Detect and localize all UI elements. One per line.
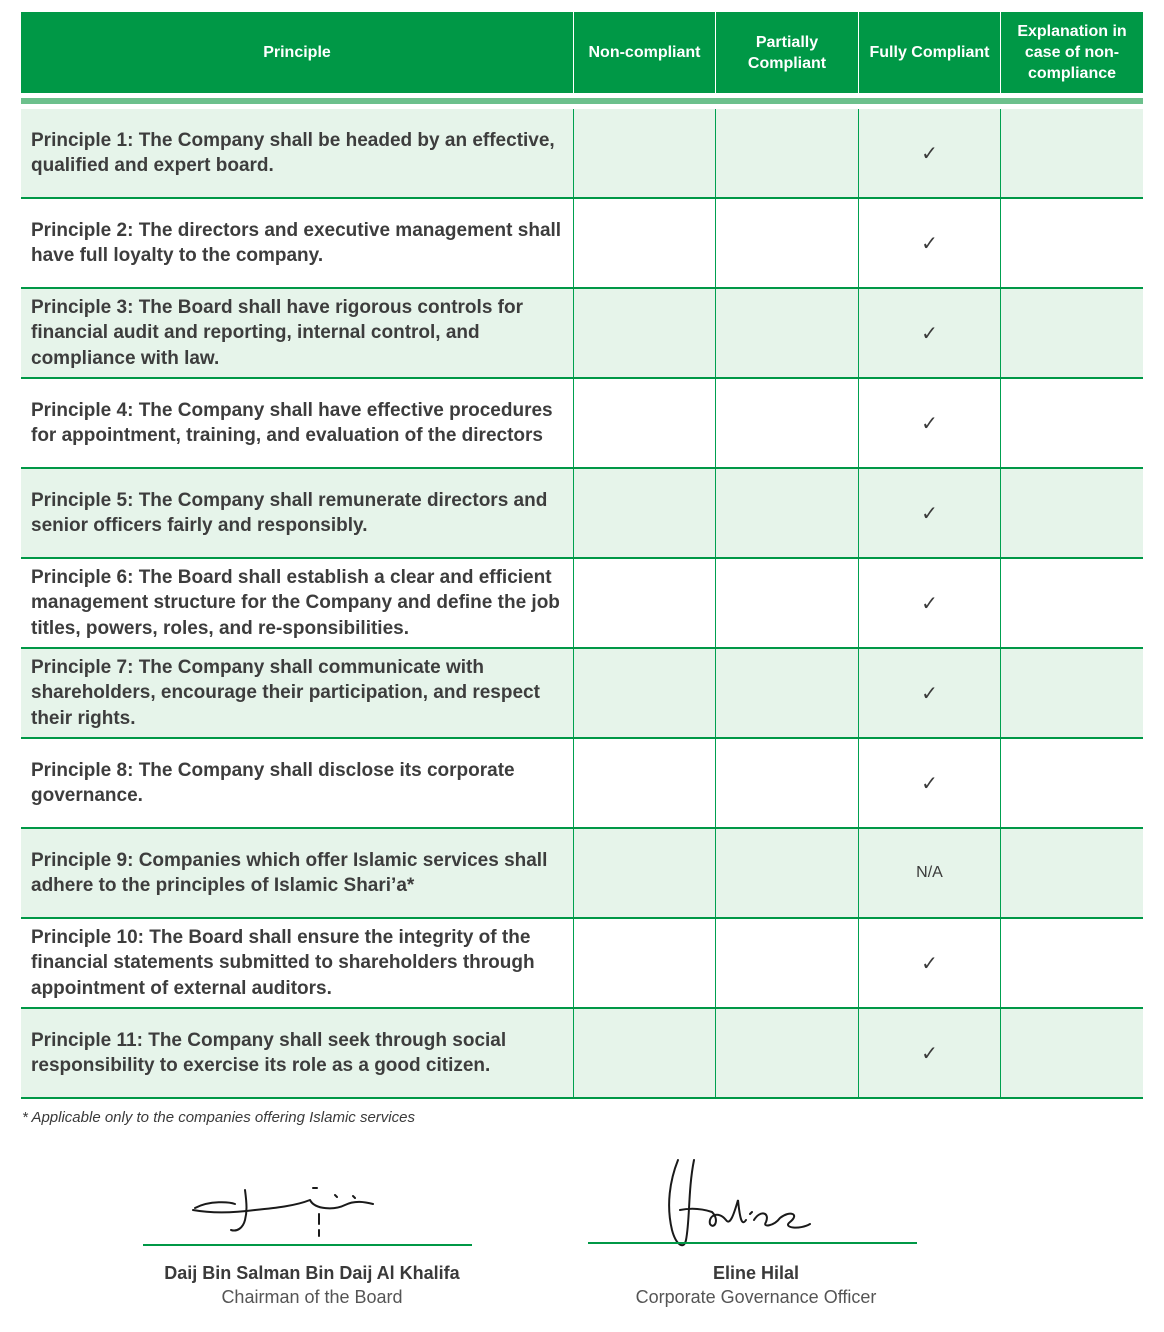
principle-cell: Principle 3: The Board shall have rigorous controls for financial audit and reporting, internal control, and compliance with law. [21, 289, 574, 377]
fully-compliant-cell: ✓ [859, 379, 1001, 467]
fully-compliant-cell: ✓ [859, 559, 1001, 647]
footnote: * Applicable only to the companies offering Islamic services [22, 1109, 415, 1126]
non-compliant-cell [574, 829, 716, 917]
partially-compliant-cell [716, 199, 859, 287]
explanation-cell [1001, 739, 1143, 827]
partially-compliant-cell [716, 829, 859, 917]
non-compliant-cell [574, 199, 716, 287]
signature-1-image [185, 1170, 385, 1250]
signature-2-role-text: Corporate Governance Officer [635, 1287, 877, 1307]
fully-compliant-cell: ✓ [859, 289, 1001, 377]
principle-cell: Principle 11: The Company shall seek through social responsibility to exercise its role as a good citizen. [21, 1009, 574, 1097]
fully-compliant-cell: ✓ [859, 919, 1001, 1007]
header-partially-compliant [716, 12, 859, 93]
partially-compliant-cell [716, 469, 859, 557]
non-compliant-cell [574, 469, 716, 557]
principle-cell: Principle 4: The Company shall have effective procedures for appointment, training, and evaluation of the directors [21, 379, 574, 467]
fully-compliant-cell: ✓ [859, 109, 1001, 197]
explanation-cell [1001, 109, 1143, 197]
non-compliant-cell [574, 559, 716, 647]
principle-cell: Principle 5: The Company shall remunerate directors and senior officers fairly and responsibly. [21, 469, 574, 557]
signature-2-line [588, 1242, 917, 1244]
explanation-cell [1001, 1009, 1143, 1097]
non-compliant-cell [574, 109, 716, 197]
fully-compliant-cell: ✓ [859, 649, 1001, 737]
explanation-cell [1001, 289, 1143, 377]
header-fully-compliant: Fully Compliant [859, 12, 1001, 93]
header-principle: Principle [21, 12, 574, 93]
table-header [21, 12, 1143, 93]
non-compliant-cell [574, 1009, 716, 1097]
principle-cell: Principle 6: The Board shall establish a clear and efficient management structure for the Company and define the job titles, powers, roles, and re-sponsibilities. [21, 559, 574, 647]
non-compliant-cell [574, 379, 716, 467]
compliance-table [21, 12, 1143, 1099]
principle-cell: Principle 7: The Company shall communicate with shareholders, encourage their participation, and respect their rights. [21, 649, 574, 737]
principle-cell: Principle 10: The Board shall ensure the integrity of the financial statements submitted to shareholders through appointment of external auditors. [21, 919, 574, 1007]
explanation-cell [1001, 199, 1143, 287]
table-row [21, 379, 1143, 469]
non-compliant-cell [574, 919, 716, 1007]
explanation-cell [1001, 559, 1143, 647]
partially-compliant-cell [716, 109, 859, 197]
signature-1-role: Chairman of the Board [221, 1287, 403, 1307]
partially-compliant-cell [716, 739, 859, 827]
fully-compliant-cell: ✓ [859, 199, 1001, 287]
table-body [21, 109, 1143, 1099]
principle-cell: Principle 9: Companies which offer Islamic services shall adhere to the principles of Islamic Shari’a* [21, 829, 574, 917]
table-row [21, 289, 1143, 379]
table-row [21, 739, 1143, 829]
non-compliant-cell [574, 649, 716, 737]
explanation-cell [1001, 919, 1143, 1007]
non-compliant-cell [574, 739, 716, 827]
fully-compliant-cell: N/A [859, 829, 1001, 917]
fully-compliant-cell: ✓ [859, 469, 1001, 557]
explanation-cell [1001, 379, 1143, 467]
header-partially-compliant-label: Partially Compliant [747, 33, 827, 72]
signature-2-name: Eline Hilal [712, 1263, 800, 1283]
partially-compliant-cell [716, 919, 859, 1007]
non-compliant-cell [574, 289, 716, 377]
principle-cell: Principle 1: The Company shall be headed by an effective, qualified and expert board. [21, 109, 574, 197]
header-explanation [1001, 12, 1143, 93]
partially-compliant-cell [716, 1009, 859, 1097]
table-row [21, 649, 1143, 739]
partially-compliant-cell [716, 289, 859, 377]
explanation-cell [1001, 649, 1143, 737]
fully-compliant-cell: ✓ [859, 1009, 1001, 1097]
header-non-compliant: Non-compliant [574, 12, 716, 93]
table-row [21, 1009, 1143, 1099]
table-row [21, 829, 1143, 919]
table-row [21, 559, 1143, 649]
signature-2-role [556, 1287, 956, 1308]
principle-cell: Principle 8: The Company shall disclose its corporate governance. [21, 739, 574, 827]
signature-1-line [143, 1244, 472, 1246]
explanation-cell [1001, 469, 1143, 557]
header-explanation-label: Explanation in case of non-compliance [1017, 23, 1127, 82]
partially-compliant-cell [716, 379, 859, 467]
principle-cell: Principle 2: The directors and executive management shall have full loyalty to the company. [21, 199, 574, 287]
table-row [21, 469, 1143, 559]
explanation-cell [1001, 829, 1143, 917]
fully-compliant-cell: ✓ [859, 739, 1001, 827]
table-row [21, 919, 1143, 1009]
table-row [21, 109, 1143, 199]
signature-1-name: Daij Bin Salman Bin Daij Al Khalifa [164, 1263, 460, 1283]
partially-compliant-cell [716, 649, 859, 737]
partially-compliant-cell [716, 559, 859, 647]
table-row [21, 199, 1143, 289]
